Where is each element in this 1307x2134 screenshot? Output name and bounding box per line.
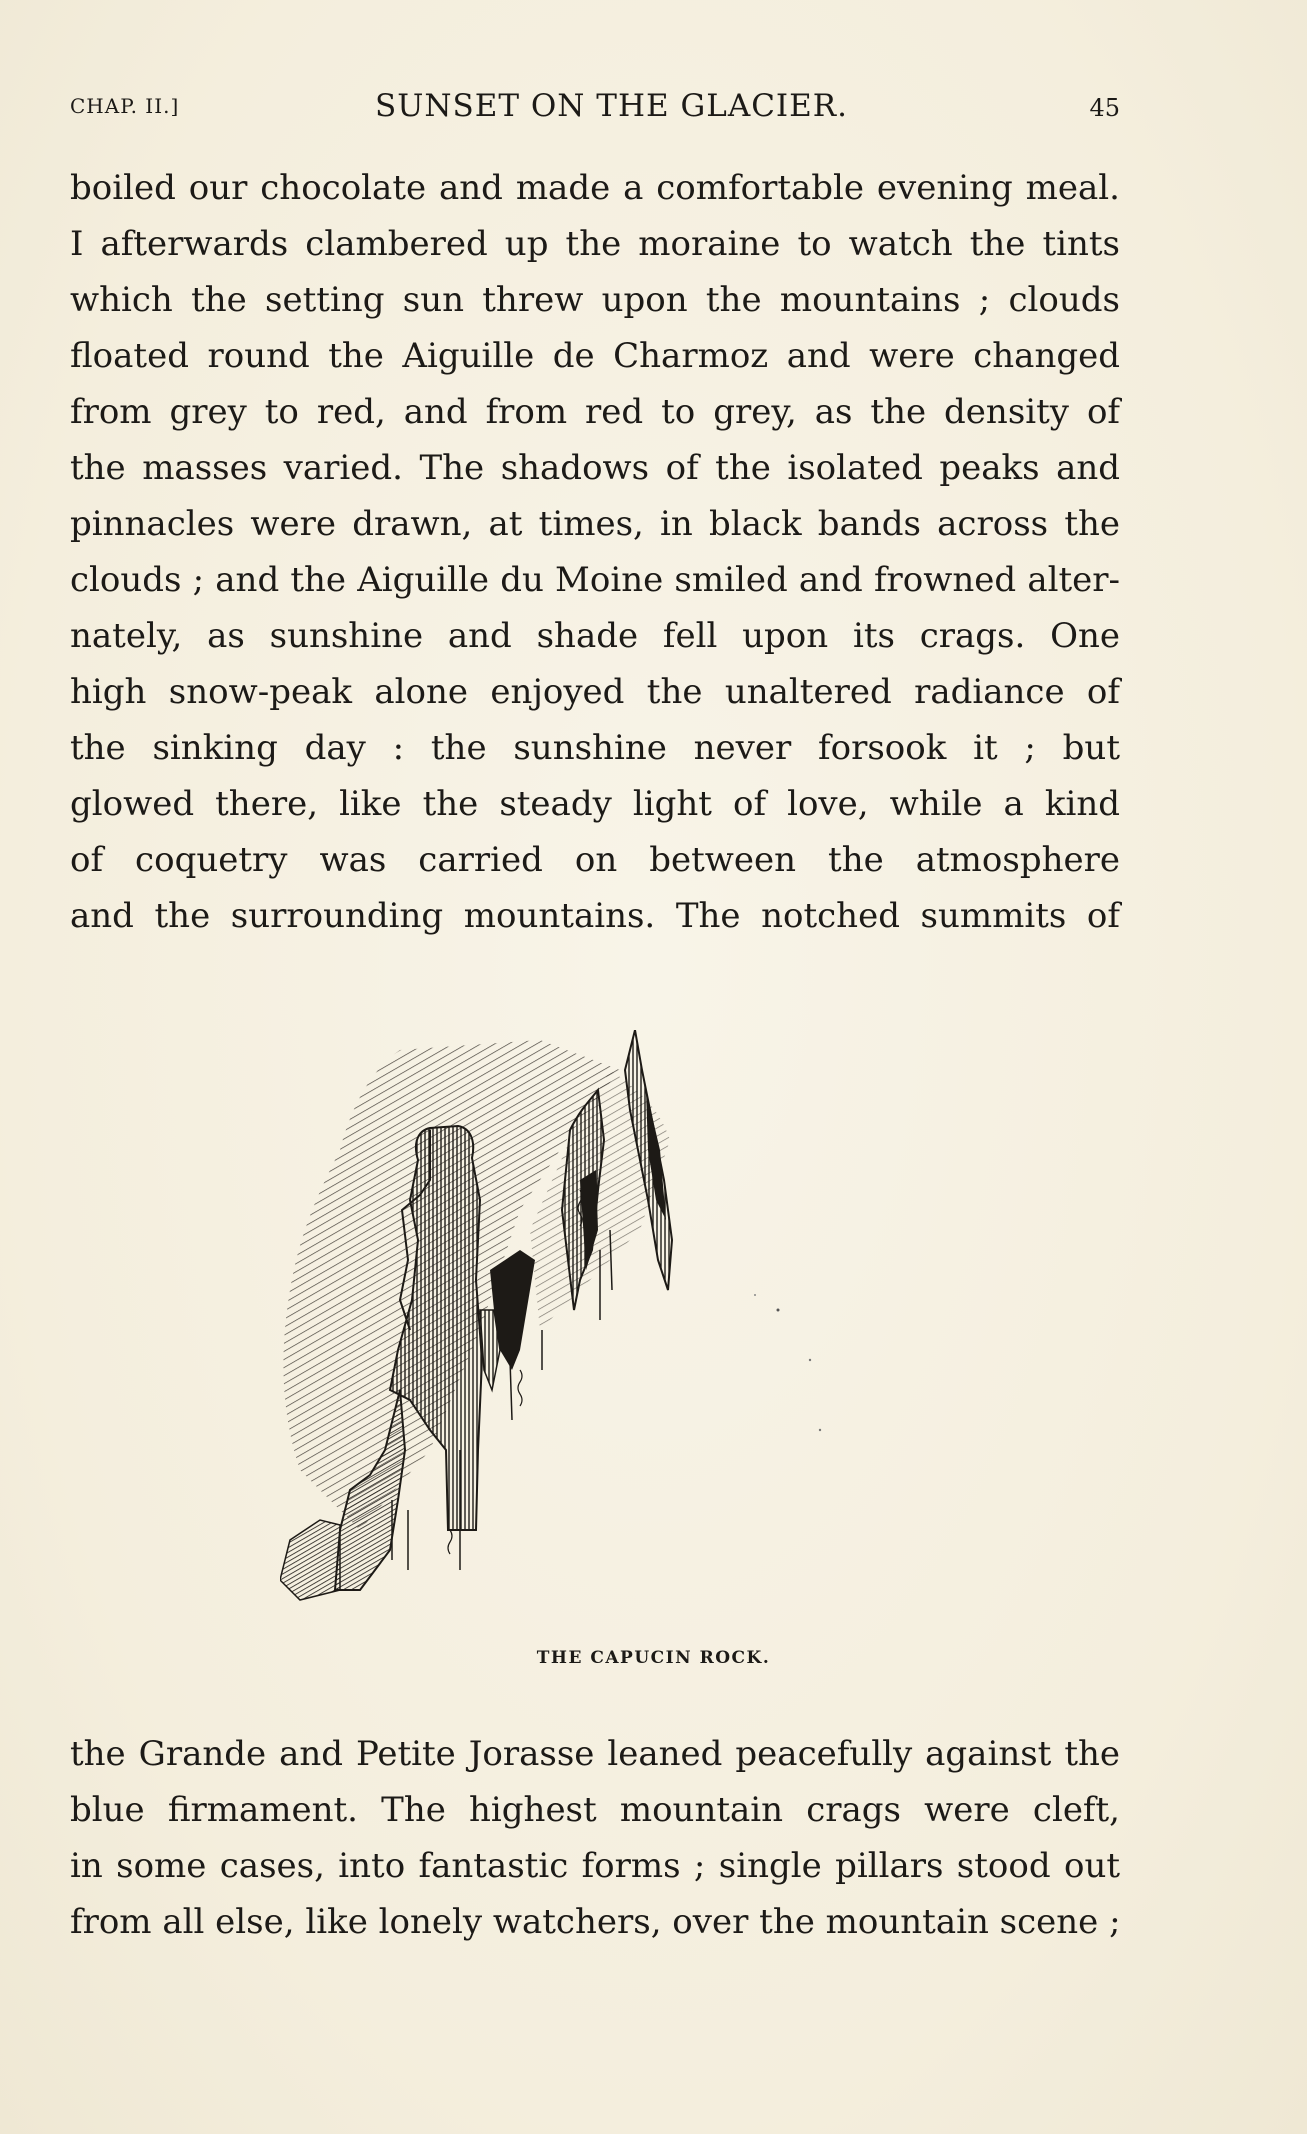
text-line: in some cases, into fantastic forms ; single pillars stood out	[70, 1846, 1120, 1886]
text-line: nately, as sunshine and shade fell upon its crags. One	[70, 616, 1120, 656]
text-line: I afterwards clambered up the moraine to watch the tints	[70, 224, 1120, 264]
text-line: which the setting sun threw upon the mountains ; clouds	[70, 280, 1120, 320]
figure-caption: THE CAPUCIN ROCK.	[536, 1648, 771, 1668]
running-head	[70, 88, 1120, 128]
body-text-top	[70, 160, 1120, 944]
text-line: clouds ; and the Aiguille du Moine smiled and frowned alter-	[70, 560, 1120, 600]
capucin-rock-illustration	[280, 1030, 900, 1620]
text-line: pinnacles were drawn, at times, in black bands across the	[70, 504, 1120, 544]
text-line: blue firmament. The highest mountain crags were cleft,	[70, 1790, 1120, 1830]
text-line: of coquetry was carried on between the atmosphere	[70, 840, 1120, 880]
text-line: glowed there, like the steady light of love, while a kind	[70, 784, 1120, 824]
page-number: 45	[1089, 94, 1120, 122]
text-line: the Grande and Petite Jorasse leaned peacefully against the	[70, 1734, 1120, 1774]
chapter-title: SUNSET ON THE GLACIER.	[375, 88, 848, 124]
text-line: and the surrounding mountains. The notched summits of	[70, 896, 1120, 936]
chapter-label: CHAP. II.]	[70, 94, 180, 118]
text-line: the masses varied. The shadows of the isolated peaks and	[70, 448, 1120, 488]
text-line: boiled our chocolate and made a comfortable evening meal.	[70, 168, 1120, 208]
body-text-bottom	[70, 1726, 1120, 1950]
text-line: from grey to red, and from red to grey, as the density of	[70, 392, 1120, 432]
text-line: from all else, like lonely watchers, over the mountain scene ;	[70, 1902, 1121, 1942]
text-line: high snow-peak alone enjoyed the unaltered radiance of	[70, 672, 1120, 712]
text-line: floated round the Aiguille de Charmoz and were changed	[70, 336, 1120, 376]
text-line: the sinking day : the sunshine never forsook it ; but	[70, 728, 1120, 768]
